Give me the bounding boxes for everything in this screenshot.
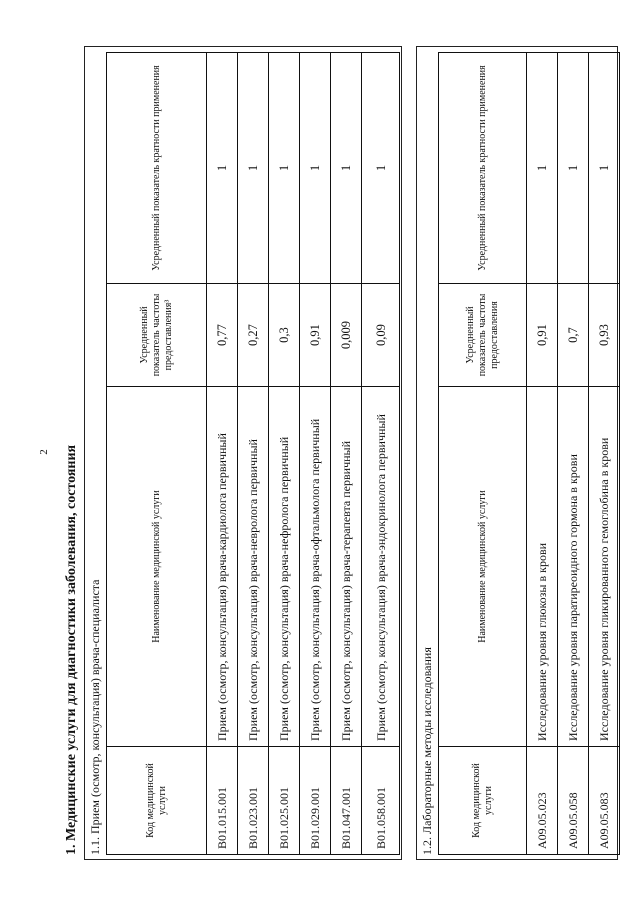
table2-row-name: Исследование уровня глюкозы в крови <box>527 387 558 747</box>
table2-row-freq: 0,7 <box>558 284 589 387</box>
table-row <box>331 53 362 855</box>
table2-row-code: A09.05.023 <box>527 747 558 855</box>
table2-header-freq: Усредненный показатель частоты предоставления <box>439 284 527 387</box>
table1-row-mult: 1 <box>269 53 300 284</box>
table1-row-freq: 0,91 <box>300 284 331 387</box>
table-row <box>589 53 620 855</box>
table1-row-mult: 1 <box>362 53 400 284</box>
table1-caption: 1.1. Прием (осмотр, консультация) врача-специалиста <box>88 579 102 855</box>
table2-row-name: Исследование уровня гликированного гемоглобина в крови <box>589 387 620 747</box>
table2-row-mult: 1 <box>558 53 589 284</box>
table2-row-freq: 0,93 <box>589 284 620 387</box>
table1-row-name: Прием (осмотр, консультация) врача-нефролога первичный <box>269 387 300 747</box>
table1-row-code: B01.058.001 <box>362 747 400 855</box>
table1-row-mult: 1 <box>207 53 238 284</box>
table1-row-freq: 0,09 <box>362 284 400 387</box>
table1-row-mult: 1 <box>331 53 362 284</box>
table-row <box>558 53 589 855</box>
table2-header-mult: Усредненный показатель кратности применения <box>439 53 527 284</box>
table2-row-code: A09.05.058 <box>558 747 589 855</box>
table1-header-code: Код медицинской услуги <box>107 747 207 855</box>
table1-row-mult: 1 <box>300 53 331 284</box>
table1-header-freq: Усредненный показатель частоты предоставления³ <box>107 284 207 387</box>
table1-row-code: B01.029.001 <box>300 747 331 855</box>
table1-row-name: Прием (осмотр, консультация) врача-кардиолога первичный <box>207 387 238 747</box>
table1-row-name: Прием (осмотр, консультация) врача-эндокринолога первичный <box>362 387 400 747</box>
table-row <box>207 53 238 855</box>
table1-header-mult: Усредненный показатель кратности применения <box>107 53 207 284</box>
table1-row-freq: 0,3 <box>269 284 300 387</box>
table2-row-code: A09.05.083 <box>589 747 620 855</box>
table-row <box>527 53 558 855</box>
table-row <box>300 53 331 855</box>
table2-caption: 1.2. Лабораторные методы исследования <box>420 647 434 855</box>
table1-row-freq: 0,27 <box>238 284 269 387</box>
table1 <box>106 52 400 855</box>
table1-row-code: B01.023.001 <box>238 747 269 855</box>
table1-row-freq: 0,77 <box>207 284 238 387</box>
table2-row-name: Исследование уровня паратиреоидного гормона в крови <box>558 387 589 747</box>
table-row <box>238 53 269 855</box>
table2-row-mult: 1 <box>589 53 620 284</box>
table1-row-code: B01.015.001 <box>207 747 238 855</box>
table2-header-row <box>439 53 527 855</box>
table1-header-name: Наименование медицинской услуги <box>107 387 207 747</box>
table1-row-name: Прием (осмотр, консультация) врача-офтальмолога первичный <box>300 387 331 747</box>
table1-row-name: Прием (осмотр, консультация) врача-невролога первичный <box>238 387 269 747</box>
table2-row-freq: 0,91 <box>527 284 558 387</box>
table1-row-code: B01.025.001 <box>269 747 300 855</box>
table2-header-code: Код медицинской услуги <box>439 747 527 855</box>
table-row <box>269 53 300 855</box>
table2-header-name: Наименование медицинской услуги <box>439 387 527 747</box>
section-heading: 1. Медицинские услуги для диагностики заболевания, состояния <box>64 444 79 855</box>
table1-row-mult: 1 <box>238 53 269 284</box>
table2-row-mult: 1 <box>527 53 558 284</box>
table-row <box>362 53 400 855</box>
page-number: 2 <box>38 449 50 455</box>
table1-header-row <box>107 53 207 855</box>
table1-row-name: Прием (осмотр, консультация) врача-терапевта первичный <box>331 387 362 747</box>
table1-row-code: B01.047.001 <box>331 747 362 855</box>
table2 <box>438 52 620 855</box>
table1-row-freq: 0,009 <box>331 284 362 387</box>
